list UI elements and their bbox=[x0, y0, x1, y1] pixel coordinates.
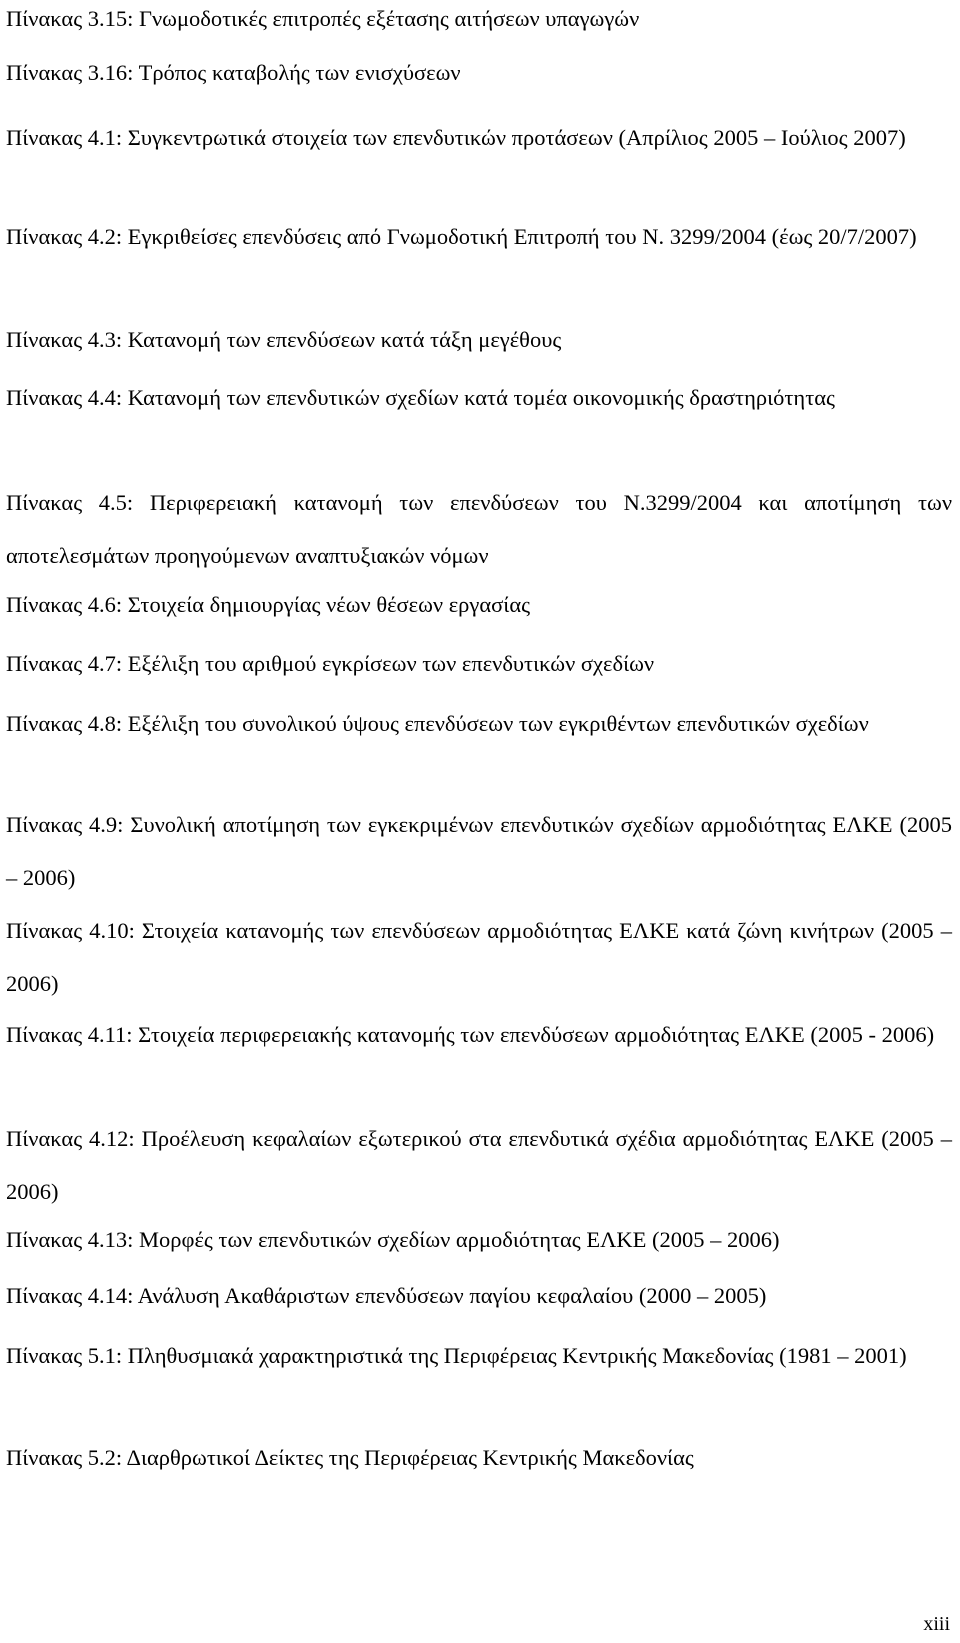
table-list-entry: Πίνακας 4.7: Εξέλιξη του αριθμού εγκρίσεων των επενδυτικών σχεδίων bbox=[6, 651, 655, 676]
table-list-entry: Πίνακας 4.10: Στοιχεία κατανομής των επενδύσεων αρμοδιότητας ΕΛΚΕ κατά ζώνη κινήτρων (2005 – 2006) bbox=[6, 918, 952, 996]
table-list-entry: Πίνακας 4.14: Ανάλυση Ακαθάριστων επενδύσεων παγίου κεφαλαίου (2000 – 2005) bbox=[6, 1283, 767, 1308]
table-list-entry: Πίνακας 4.11: Στοιχεία περιφερειακής κατανομής των επενδύσεων αρμοδιότητας ΕΛΚΕ (2005 - 2006) bbox=[6, 1022, 935, 1047]
table-list-entry: Πίνακας 5.1: Πληθυσμιακά χαρακτηριστικά της Περιφέρειας Κεντρικής Μακεδονίας (1981 – 2001) bbox=[6, 1343, 907, 1368]
table-list-entry: Πίνακας 4.8: Εξέλιξη του συνολικού ύψους επενδύσεων των εγκριθέντων επενδυτικών σχεδίων bbox=[6, 711, 869, 736]
table-list-entry: Πίνακας 4.13: Μορφές των επενδυτικών σχεδίων αρμοδιότητας ΕΛΚΕ (2005 – 2006) bbox=[6, 1227, 780, 1252]
table-list-entry: Πίνακας 4.2: Εγκριθείσες επενδύσεις από Γνωμοδοτική Επιτροπή του Ν. 3299/2004 (έως 20/7/2007) bbox=[6, 224, 917, 249]
table-list-entry: Πίνακας 5.2: Διαρθρωτικοί Δείκτες της Περιφέρειας Κεντρικής Μακεδονίας bbox=[6, 1445, 694, 1470]
table-list-entry: Πίνακας 3.15: Γνωμοδοτικές επιτροπές εξέτασης αιτήσεων υπαγωγών bbox=[6, 6, 640, 31]
table-list-entry: Πίνακας 4.4: Κατανομή των επενδυτικών σχεδίων κατά τομέα οικονομικής δραστηριότητας bbox=[6, 385, 835, 410]
table-list-entry: Πίνακας 4.6: Στοιχεία δημιουργίας νέων θέσεων εργασίας bbox=[6, 592, 531, 617]
table-list-entry: Πίνακας 4.5: Περιφερειακή κατανομή των επενδύσεων του Ν.3299/2004 και αποτίμηση των αποτελεσμάτων προηγούμενων αναπτυξιακών νόμων bbox=[6, 490, 952, 568]
table-list-entry: Πίνακας 4.1: Συγκεντρωτικά στοιχεία των επενδυτικών προτάσεων (Απρίλιος 2005 – Ιούλιος 2007) bbox=[6, 125, 906, 150]
table-list-entry: Πίνακας 3.16: Τρόπος καταβολής των ενισχύσεων bbox=[6, 60, 461, 85]
table-list-entry: Πίνακας 4.12: Προέλευση κεφαλαίων εξωτερικού στα επενδυτικά σχέδια αρμοδιότητας ΕΛΚΕ (2005 – 2006) bbox=[6, 1126, 952, 1204]
table-list-entry: Πίνακας 4.3: Κατανομή των επενδύσεων κατά τάξη μεγέθους bbox=[6, 327, 562, 352]
table-list-entry: Πίνακας 4.9: Συνολική αποτίμηση των εγκεκριμένων επενδυτικών σχεδίων αρμοδιότητας ΕΛΚΕ (2005 – 2006) bbox=[6, 812, 952, 890]
page-number: xiii bbox=[923, 1613, 950, 1635]
